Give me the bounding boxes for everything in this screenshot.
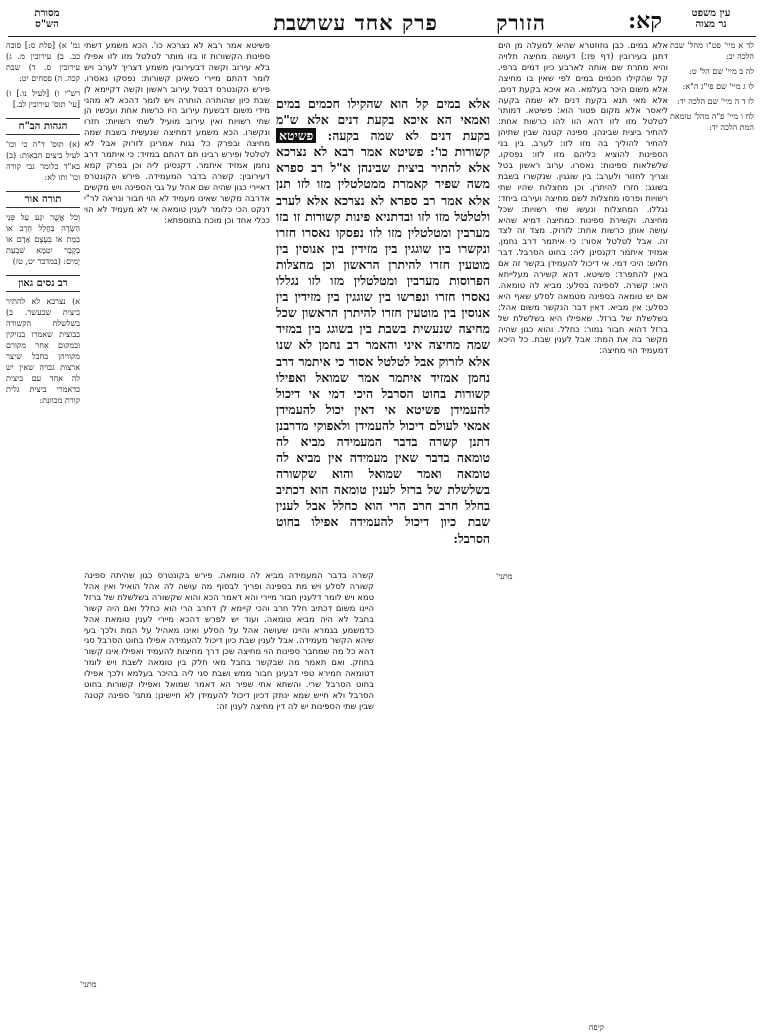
ein-mishpat-label: עין משפט נר מצוה (691, 8, 731, 30)
ein-mishpat-entry: לז ד ה מיי' שם הלכה יד: (677, 97, 754, 106)
ein-mishpat-entry: לח ו מיי' פ"ה מהל' טומאת המת הלכה יד: (670, 112, 754, 132)
continuation-mark: מתני' (80, 980, 97, 989)
highlight-word: פשיטא (276, 128, 316, 143)
gemara-part-1: אלא במים קל הוא שהקילו חכמים במים ואמאי הא איכא בקעת דנים אלא ש"מ בקעת דנים לא שמה בקעה: (276, 96, 490, 144)
page-header (8, 6, 756, 36)
continuation-mark: מתני' (496, 572, 513, 581)
ein-mishpat-entry: לו ג מיי' שם פי"ג ה"א: (682, 82, 754, 91)
chapter-title (306, 10, 546, 36)
rashi-commentary: אלא במים. כבן גוזוזטרא שהיא למעלה מן הים דתנן בעירובין (דף פז:) דעושה מחיצה תלויה והיא מתרת שם אותה לארבע כיון דמים ברפי. קל שהקילו חכמים במים לפי שאין בו מחיצה אלא משום היכר בעלמא. הא איכא בקעת דנים. אלא מאי תנא בקעת דנים לא שמה בקעה ליאסר אלא מקום פטור הוא: פשיטא. דמותר לטלטל מזו לזו דהא הוו להו כרשות אחת: להתיר ביצית שבינהן. ספינה קטנה שבין שתיהן להתיר להוליך בה מזו לזו: לערב. בין בני הספינות להוציא כליהם מזו לזו: נפסקו. שלשלאות ספינות: נאסרו. ערוב ראשון בטל וצריך לחזור ולערב: בין שוגגין. שנקשרו בשבת בשוגג: חזרו להיתרן. וכן מחצלות שהיו שתי רשויות ופרסו מחצלות לשם מחיצה ועירבו ביחד: נגללו. המחצלות ונעשו שתי רשויות: שכל מחיצה. וקשירת ספינות כמחיצה דמיא שהיא עושה אותן כרשות אחת: לזרוק. מצד זה לצד זה. אבל לטלטל אסור: כי איתמר דרב נחמן. אמזיד איתמר דקנסינן ליה: בחוט הסרבל. דבר חלוש: היכי דמי. אי דיכול להעמידן בקשר זה אם באין להתפרד: פשיטא. דהא קשירה מעלייתא היא: קשרה. לספינה בסלע: מביא לה טומאה. אם יש טומאה בספינה מטמאה לסלע שאף היא כסלע: אין מביא. דאין דבר הנקשר משום אהל: בשלשלת של ברזל. שאפילו היא בשלשלת של ברזל דהוא חבור גמור: כחלל. והוא כגון שהיה מקשר בה את המת: אבל לענין שבת. כל היכא דמעמיד הוי מחיצה: (498, 40, 668, 356)
torah-or-header: תורה אור (6, 191, 80, 208)
tractate-name: שבת (273, 10, 311, 35)
tosafot-commentary-lower: קשרה בדבר המעמידה מביא לה טומאה. פירש בקונטרס כגון שהיתה ספינה קשורה לסלע ויש מת בספינה ופריך לבסוף מה עושה לה אהל הואיל ואין אהל טמא ויש לומר דלענין חבור מיירי והא דאמר הכא והוא שקשורה בשלשלת של ברזל היינו משום דכתיב חלל חרב והכי קיימא לן דחרב הרי הוא כחלל ואם היה קשור בחבל לא היה מביא טומאה. ועוד יש לפרש דהכא מיירי לענין טומאת אהל כדמשמע בגמרא והיינו שעושה אהל על הסלע ואינו מאהיל על המת ולכך בעי שיהא הקשר מעמידה. אבל לענין שבת כיון דיכול להעמידה אפילו בחוט הסרבל סגי דהא כל מה שמחבר ספינות הוי מחיצה שכן דרך מחיצות להעמיד ואפילו אינו קשור בחוזק. ואם תאמר מה שבקשר בחבל מאי חלק בין טומאה לשבת ויש לומר דטומאה חמירא טפי דבעינן חבור ממש ושבת סגי ליה בהיכר בעלמא ולכך אפילו בחוט הסרבל שרי. והשתא אתי שפיר הא דאמר שמואל ואפילו קשורות בחוט הסרבל ולא חייש שמא ינתק דכיון דיכול להעמידן לא חיישינן: מתני' ספינה קטנה שבין שתי הספינות יש לה דין מחיצה לענין זה: (84, 570, 374, 711)
page-number: קא: (627, 8, 662, 34)
masoret-entry: רש"י ו) [לעיל נו.] ז) [עי' תוס' עירובין לב.] (6, 89, 80, 109)
tosafot-commentary: פשיטא אמר רבא לא נצרכא כו'. הכא משמע דשתי ספינות הקשורות זו בזו מותר לטלטל מזו לזו אפילו בלא עירוב וקשה דבעירובין משמע דצריך לערב ויש לומר דהתם מיירי כשאינן קשורות: נפסקו נאסרו. פירש הקונטרס דבטל עירוב ראשון וקשה דקיימא לן שבת כיון שהותרה הותרה ויש לומר דהכא לא מהני מידי משום דבשעת עירוב היו כרשות אחת ועכשיו הן שתי רשויות ואין עירוב מועיל לשתי רשויות: חזרו ונקשרו. הכא משמע דמחיצה שנעשית בשבת שמה מחיצה ובפרק כל גגות אמרינן לזרוק אבל לא לטלטל ופירש רבינו תם דהתם במזיד: כי איתמר דרב נחמן אמזיד איתמר. דקנסינן ליה וכן בפרק קמא דעירובין: קשרה בדבר המעמידה. פירש הקונטרס דאיירי כגון שהיה שם אהל על גבי הספינה ויש מקשים אדרבה מקשר שאינו מעמיד לא הוי חבור ונראה לר"י דנקט הכי כלומר לענין טומאה אי לא מעמיד לא הוי ככלי אחד וכן מוכח בתוספתא: (84, 40, 270, 225)
masoret-column (6, 40, 80, 410)
ein-mishpat-entry: לד א מיי' פט"ו מהל' שבת הלכה יב: (670, 41, 754, 61)
gemara-text (276, 96, 490, 566)
masoret-entry: גמ' א) [פלת ס:] סוכה כב. ב) עירובין מ. ג) עירובין ס. ד) שבת קכה. ה) פסחים יט: (6, 41, 80, 83)
rabbenu-text: א) נצרבא לא להתיר ביצית שבעשר. ב) בשלשלת הקשורה בבוצית שאמרו בנזיקין ובמקום אחר מקורם מקוויהן בחבל שיצר ארצות גבויה שאין יש לה אחד עם ביצית כדאמרי ביצית גלית קורת מכוונת: (6, 297, 80, 405)
chapter-label: הזורק (496, 10, 546, 35)
ein-mishpat-entry: לה ב מיי' שם הל' ט: (689, 67, 754, 76)
hagahot-text: (א) תוס' ד"ה כי וכו' לעיל ביצים הבאות: (ב) בא"ד כלומר גבי קורה וכו' ותו לא: (6, 140, 80, 182)
header-rule (8, 36, 756, 37)
gemara-part-2: קשורות כו': פשיטא אמר רבא לא נצרכא אלא להתיר ביצית שבינהן א"ל רב ספרא משה שפיר קאמרת ממטלטלין מזו לזו תנן אלא אמר רב ספרא לא נצרכא אלא לערב ולטלטל מזו לזו ובדתניא פינות קשורות זו בזו מערבין ומטלטלין מזו לזו נפסקו נאסרו חזרו ונקשרו בין שוגגין בין מזידין בין אנוסין בין מוטעין חזרו להיתרן הראשון וכן מחצלות הפרוסות מערבין ומטלטלין מזו לזו נגללו נאסרו חזרו ונפרשו בין שוגגין בין מזידין בין אנוסין בין מוטעין חזרו להיתרן הראשון שכל מחיצה שנעשית בשבת בין בשוגג בין במזיד שמה מחיצה איני והאמר רב נחמן לא שנו אלא לזרוק אבל לטלטל אסור כי איתמר דרב נחמן אמזיד איתמר אמר שמואל ואפילו קשורות בחוט הסרבל היכי דמי אי דיכול להעמידן פשיטא אי דאין יכול להעמידן אמאי לעולם דיכול להעמידן ולאפוקי מדרבנן דתנן קשרה בדבר המעמידה מביא לה טומאה בדבר שאין מעמידה אין מביא לה טומאה ואמר שמואל והוא שקשורה בשלשלת של ברזל לענין טומאה הוא דכתיב בחלל חרב חרב הרי הוא כחלל אבל לענין שבת כיון דיכול להעמידה אפילו בחוט הסרבל: (276, 144, 490, 546)
hagahot-header: הגהות הב"ח (6, 118, 80, 135)
torah-or-text: וְכֹל אֲשֶׁר יִגַּע עַל פְּנֵי הַשָּׂדֶה בַּחֲלַל חֶרֶב אוֹ בְמֵת אוֹ בְעֶצֶם אָדָם אוֹ בְקָבֶר יִטְמָא שִׁבְעַת יָמִים: (במדבר יט, טז) (6, 213, 80, 266)
rabbenu-header: רב נסים גאון (6, 275, 80, 292)
masoret-label: מסורת הש"ס (34, 8, 60, 30)
ein-mishpat-column (670, 40, 754, 137)
catchword: קיפה (588, 1023, 604, 1032)
chapter-number: פרק אחד עשר (306, 10, 438, 35)
